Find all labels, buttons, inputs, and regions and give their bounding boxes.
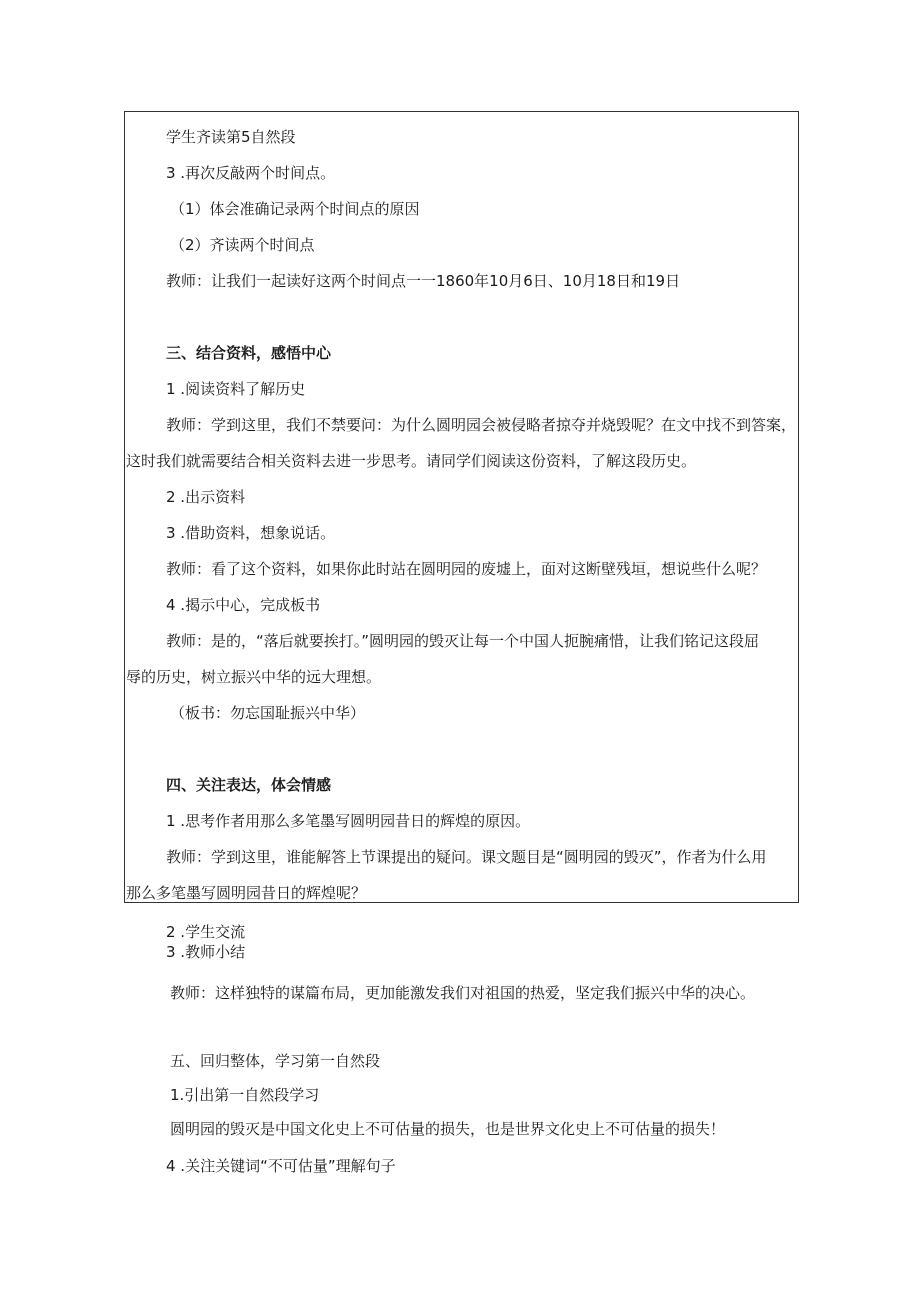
section-heading-3: 三、结合资料，感悟中心 [166,344,332,362]
text-line: 教师：学到这里，谁能解答上节课提出的疑问。课文题目是“圆明园的毁灭”，作者为什么用 [166,848,767,866]
text-line: 教师：让我们一起读好这两个时间点一一1860年10月6日、10月18日和19日 [166,272,681,290]
text-line: 3 .再次反敲两个时间点。 [166,164,336,182]
text-line: 2 .出示资料 [166,488,246,506]
text-line: 教师：学到这里，我们不禁要问：为什么圆明园会被侵略者掠夺并烧毁呢？在文中找不到答案， [166,416,797,434]
section-heading-5: 五、回归整体，学习第一自然段 [170,1052,381,1070]
board-note: （板书：勿忘国耻振兴中华） [170,704,366,722]
text-line: 2 .学生交流 [166,923,246,941]
text-line: 3 .借助资料，想象说话。 [166,524,336,542]
text-line: （2）齐读两个时间点 [170,236,315,254]
text-line: （1）体会准确记录两个时间点的原因 [170,200,420,218]
text-line: 那么多笔墨写圆明园昔日的辉煌呢？ [126,884,367,902]
text-line: 这时我们就需要结合相关资料去进一步思考。请同学们阅读这份资料，了解这段历史。 [126,452,697,470]
text-line: 1 .阅读资料了解历史 [166,380,306,398]
text-line: 4 .关注关键词“不可估量”理解句子 [166,1157,396,1175]
text-line: 学生齐读第5自然段 [166,128,296,146]
text-line: 教师：这样独特的谋篇布局，更加能激发我们对祖国的热爱，坚定我们振兴中华的决心。 [170,984,756,1002]
text-line: 教师：是的，“落后就要挨打。”圆明园的毁灭让每一个中国人扼腕痛惜，让我们铭记这段屈 [166,632,760,650]
text-line: 1.引出第一自然段学习 [170,1086,320,1104]
text-line: 教师：看了这个资料，如果你此时站在圆明园的废墟上，面对这断壁残垣，想说些什么呢？ [166,560,767,578]
text-line: 圆明园的毁灭是中国文化史上不可估量的损失，也是世界文化史上不可估量的损失！ [170,1120,726,1138]
text-line: 辱的历史，树立振兴中华的远大理想。 [126,668,382,686]
text-line: 3 .教师小结 [166,943,246,961]
text-line: 1 .思考作者用那么多笔墨写圆明园昔日的辉煌的原因。 [166,812,531,830]
section-heading-4: 四、关注表达，体会情感 [166,776,332,794]
text-line: 4 .揭示中心，完成板书 [166,596,321,614]
